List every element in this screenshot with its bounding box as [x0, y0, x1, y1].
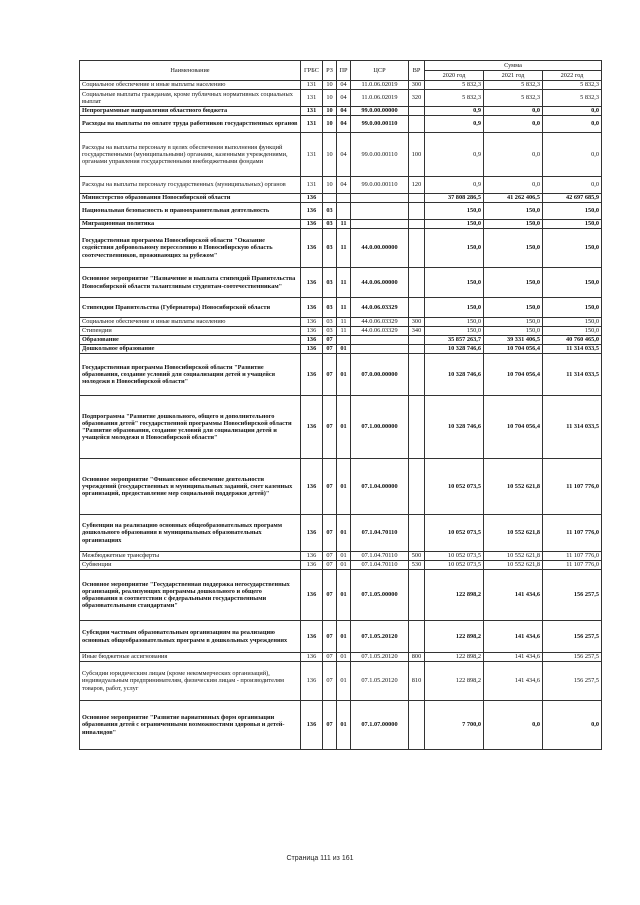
cell-vr: 810 [409, 662, 425, 701]
cell-name: Субвенции [80, 561, 301, 570]
cell-grbs: 131 [301, 90, 323, 107]
cell-sum-2021: 41 262 406,5 [484, 194, 543, 203]
cell-name: Основное мероприятие "Финансовое обеспечение деятельности учреждений (государственных и муниципальных заданий, смет казенных организаций, предоставление мер социальной поддержки детей)" [80, 459, 301, 515]
cell-grbs: 136 [301, 220, 323, 229]
cell-grbs: 136 [301, 621, 323, 653]
cell-rz: 10 [323, 177, 337, 194]
cell-rz: 03 [323, 298, 337, 318]
cell-vr [409, 354, 425, 396]
cell-sum-2022: 0,0 [543, 116, 602, 133]
cell-name: Образование [80, 336, 301, 345]
cell-sum-2022: 0,0 [543, 177, 602, 194]
cell-vr [409, 570, 425, 621]
cell-csr: 07.1.05.20120 [351, 662, 409, 701]
cell-csr: 07.1.04.00000 [351, 459, 409, 515]
cell-pr: 11 [337, 298, 351, 318]
cell-pr: 01 [337, 396, 351, 459]
cell-sum-2020: 10 328 746,6 [425, 345, 484, 354]
cell-sum-2020: 5 832,3 [425, 81, 484, 90]
cell-pr: 01 [337, 561, 351, 570]
cell-pr: 04 [337, 90, 351, 107]
cell-rz: 10 [323, 107, 337, 116]
cell-vr: 320 [409, 90, 425, 107]
cell-pr: 04 [337, 177, 351, 194]
cell-name: Основное мероприятие "Государственная поддержка негосударственных организаций, реализующих программы дошкольного и общего образования в соответствии с федеральными государственными образовательными стандартами" [80, 570, 301, 621]
table-row [80, 327, 602, 336]
cell-sum-2020: 7 700,0 [425, 701, 484, 750]
cell-pr: 11 [337, 268, 351, 298]
cell-csr: 07.1.04.70110 [351, 561, 409, 570]
cell-sum-2020: 150,0 [425, 298, 484, 318]
cell-grbs: 136 [301, 336, 323, 345]
cell-csr: 07.1.04.70110 [351, 552, 409, 561]
cell-sum-2021: 10 704 056,4 [484, 345, 543, 354]
header-pr: ПР [337, 61, 351, 81]
cell-name: Расходы на выплаты персоналу в целях обеспечения выполнения функций государственными (муниципальными) органами, казенными учреждениями, органами управления государственными внебюджетными фондами [80, 133, 301, 177]
table-row [80, 90, 602, 107]
cell-rz: 10 [323, 90, 337, 107]
table-row [80, 515, 602, 552]
header-grbs: ГРБС [301, 61, 323, 81]
cell-grbs: 136 [301, 701, 323, 750]
table-row [80, 459, 602, 515]
cell-pr: 11 [337, 229, 351, 268]
cell-csr [351, 203, 409, 220]
cell-name: Субвенции на реализацию основных общеобразовательных программ дошкольного образования в муниципальных образовательных организациях [80, 515, 301, 552]
cell-sum-2022: 5 832,3 [543, 81, 602, 90]
cell-grbs: 131 [301, 107, 323, 116]
cell-sum-2021: 5 832,3 [484, 81, 543, 90]
cell-sum-2021: 0,0 [484, 116, 543, 133]
cell-pr: 01 [337, 515, 351, 552]
cell-pr: 11 [337, 318, 351, 327]
cell-csr [351, 194, 409, 203]
cell-grbs: 136 [301, 459, 323, 515]
cell-sum-2020: 10 052 073,5 [425, 552, 484, 561]
cell-name: Расходы на выплаты персоналу государственных (муниципальных) органов [80, 177, 301, 194]
cell-vr [409, 203, 425, 220]
cell-pr: 04 [337, 107, 351, 116]
cell-sum-2022: 11 107 776,0 [543, 459, 602, 515]
cell-sum-2020: 5 832,3 [425, 90, 484, 107]
cell-name: Основное мероприятие "Развитие вариативных форм организации образования детей с ограниченными возможностями здоровья и детей-инвалидов" [80, 701, 301, 750]
cell-sum-2022: 150,0 [543, 220, 602, 229]
cell-vr: 500 [409, 552, 425, 561]
cell-csr: 07.1.05.00000 [351, 570, 409, 621]
cell-csr [351, 336, 409, 345]
table-row [80, 396, 602, 459]
cell-sum-2020: 0,9 [425, 116, 484, 133]
cell-vr [409, 229, 425, 268]
cell-csr: 99.0.00.00110 [351, 116, 409, 133]
table-row [80, 298, 602, 318]
table-row [80, 354, 602, 396]
cell-csr: 07.1.04.70110 [351, 515, 409, 552]
cell-sum-2020: 150,0 [425, 220, 484, 229]
cell-grbs: 131 [301, 177, 323, 194]
cell-name: Стипендии Правительства (Губернатора) Новосибирской области [80, 298, 301, 318]
cell-vr: 340 [409, 327, 425, 336]
cell-sum-2021: 0,0 [484, 701, 543, 750]
header-year-2022: 2022 год [543, 71, 602, 81]
cell-vr: 120 [409, 177, 425, 194]
table-row [80, 561, 602, 570]
header-year-2021: 2021 год [484, 71, 543, 81]
cell-sum-2020: 35 857 263,7 [425, 336, 484, 345]
cell-name: Государственная программа Новосибирской области "Оказание содействия добровольному переселению в Новосибирскую область соотечественников, проживающих за рубежом" [80, 229, 301, 268]
cell-name: Национальная безопасность и правоохранительная деятельность [80, 203, 301, 220]
cell-sum-2022: 0,0 [543, 107, 602, 116]
table-row [80, 662, 602, 701]
cell-pr: 04 [337, 133, 351, 177]
table-row [80, 116, 602, 133]
cell-sum-2020: 0,9 [425, 177, 484, 194]
cell-csr: 07.1.05.20120 [351, 621, 409, 653]
cell-sum-2021: 141 434,6 [484, 653, 543, 662]
cell-csr: 11.0.06.02019 [351, 90, 409, 107]
cell-name: Субсидии частным образовательным организациям на реализацию основных общеобразовательных программ в дошкольных учреждениях [80, 621, 301, 653]
cell-pr: 01 [337, 354, 351, 396]
cell-csr: 44.0.06.03329 [351, 327, 409, 336]
cell-rz: 03 [323, 220, 337, 229]
cell-csr: 07.1.05.20120 [351, 653, 409, 662]
cell-rz: 10 [323, 133, 337, 177]
cell-vr: 300 [409, 81, 425, 90]
cell-sum-2020: 122 898,2 [425, 653, 484, 662]
cell-grbs: 136 [301, 396, 323, 459]
header-rz: РЗ [323, 61, 337, 81]
cell-vr [409, 515, 425, 552]
cell-sum-2022: 150,0 [543, 298, 602, 318]
cell-vr [409, 194, 425, 203]
cell-grbs: 136 [301, 662, 323, 701]
table-row [80, 107, 602, 116]
cell-csr: 99.0.00.00110 [351, 133, 409, 177]
cell-vr [409, 701, 425, 750]
cell-sum-2022: 150,0 [543, 229, 602, 268]
cell-sum-2022: 150,0 [543, 327, 602, 336]
cell-csr: 44.0.06.03329 [351, 318, 409, 327]
cell-grbs: 136 [301, 345, 323, 354]
table-row [80, 621, 602, 653]
cell-grbs: 136 [301, 268, 323, 298]
cell-grbs: 136 [301, 327, 323, 336]
cell-sum-2021: 0,0 [484, 177, 543, 194]
cell-rz: 10 [323, 116, 337, 133]
cell-rz: 03 [323, 229, 337, 268]
cell-rz: 07 [323, 570, 337, 621]
cell-sum-2020: 10 328 746,6 [425, 354, 484, 396]
cell-sum-2022: 11 314 033,5 [543, 354, 602, 396]
cell-grbs: 136 [301, 203, 323, 220]
cell-sum-2022: 40 760 465,0 [543, 336, 602, 345]
cell-name: Субсидии юридическим лицам (кроме некоммерческих организаций), индивидуальным предпринимателям, физическим лицам - производителям товаров, работ, услуг [80, 662, 301, 701]
cell-sum-2020: 10 052 073,5 [425, 515, 484, 552]
cell-sum-2022: 156 257,5 [543, 570, 602, 621]
cell-sum-2022: 5 832,3 [543, 90, 602, 107]
cell-grbs: 136 [301, 354, 323, 396]
table-row [80, 570, 602, 621]
cell-vr [409, 116, 425, 133]
cell-sum-2022: 156 257,5 [543, 662, 602, 701]
cell-grbs: 131 [301, 133, 323, 177]
cell-rz: 07 [323, 336, 337, 345]
cell-rz: 07 [323, 354, 337, 396]
cell-sum-2021: 150,0 [484, 220, 543, 229]
cell-sum-2021: 5 832,3 [484, 90, 543, 107]
cell-grbs: 136 [301, 194, 323, 203]
cell-pr [337, 194, 351, 203]
cell-sum-2022: 0,0 [543, 133, 602, 177]
cell-csr: 11.0.06.02019 [351, 81, 409, 90]
table-row [80, 701, 602, 750]
cell-vr [409, 459, 425, 515]
cell-csr [351, 345, 409, 354]
cell-pr [337, 203, 351, 220]
cell-sum-2021: 150,0 [484, 327, 543, 336]
cell-sum-2022: 11 314 033,5 [543, 396, 602, 459]
cell-sum-2021: 10 552 621,8 [484, 552, 543, 561]
table-row [80, 552, 602, 561]
cell-name: Непрограммные направления областного бюджета [80, 107, 301, 116]
cell-name: Миграционная политика [80, 220, 301, 229]
header-csr: ЦСР [351, 61, 409, 81]
cell-rz: 07 [323, 459, 337, 515]
cell-sum-2021: 10 552 621,8 [484, 561, 543, 570]
cell-rz: 03 [323, 318, 337, 327]
cell-csr [351, 220, 409, 229]
cell-sum-2022: 11 107 776,0 [543, 561, 602, 570]
cell-pr: 11 [337, 220, 351, 229]
cell-csr: 07.0.00.00000 [351, 354, 409, 396]
table-row [80, 194, 602, 203]
cell-rz: 07 [323, 621, 337, 653]
cell-sum-2020: 122 898,2 [425, 621, 484, 653]
cell-grbs: 136 [301, 515, 323, 552]
cell-grbs: 131 [301, 116, 323, 133]
cell-rz: 03 [323, 268, 337, 298]
table-row [80, 653, 602, 662]
table-row [80, 229, 602, 268]
cell-vr: 800 [409, 653, 425, 662]
cell-sum-2021: 141 434,6 [484, 570, 543, 621]
table-row [80, 268, 602, 298]
cell-sum-2021: 150,0 [484, 298, 543, 318]
cell-pr: 01 [337, 570, 351, 621]
cell-rz: 07 [323, 345, 337, 354]
cell-grbs: 136 [301, 298, 323, 318]
cell-rz: 07 [323, 396, 337, 459]
cell-sum-2020: 150,0 [425, 268, 484, 298]
header-name: Наименование [80, 61, 301, 81]
cell-vr [409, 107, 425, 116]
table-header [80, 61, 602, 81]
cell-sum-2020: 0,9 [425, 133, 484, 177]
cell-sum-2020: 10 052 073,5 [425, 459, 484, 515]
cell-sum-2021: 39 331 406,5 [484, 336, 543, 345]
header-year-2020: 2020 год [425, 71, 484, 81]
cell-sum-2021: 141 434,6 [484, 662, 543, 701]
cell-rz: 07 [323, 552, 337, 561]
cell-name: Дошкольное образование [80, 345, 301, 354]
cell-csr: 44.0.06.00000 [351, 268, 409, 298]
cell-sum-2020: 0,9 [425, 107, 484, 116]
cell-csr: 44.0.06.03329 [351, 298, 409, 318]
cell-sum-2022: 11 107 776,0 [543, 515, 602, 552]
cell-grbs: 136 [301, 561, 323, 570]
cell-grbs: 136 [301, 653, 323, 662]
cell-pr: 01 [337, 621, 351, 653]
cell-sum-2020: 150,0 [425, 203, 484, 220]
cell-sum-2021: 10 704 056,4 [484, 354, 543, 396]
cell-grbs: 136 [301, 229, 323, 268]
cell-pr: 01 [337, 701, 351, 750]
cell-sum-2021: 150,0 [484, 318, 543, 327]
cell-sum-2022: 42 697 685,9 [543, 194, 602, 203]
cell-sum-2022: 156 257,5 [543, 621, 602, 653]
header-vr: ВР [409, 61, 425, 81]
cell-grbs: 136 [301, 318, 323, 327]
cell-vr [409, 298, 425, 318]
cell-vr: 100 [409, 133, 425, 177]
cell-pr: 01 [337, 653, 351, 662]
cell-sum-2022: 11 107 776,0 [543, 552, 602, 561]
table-row [80, 81, 602, 90]
cell-grbs: 136 [301, 570, 323, 621]
budget-table [79, 60, 602, 750]
cell-vr [409, 621, 425, 653]
table-row [80, 345, 602, 354]
cell-name: Межбюджетные трансферты [80, 552, 301, 561]
cell-rz: 07 [323, 561, 337, 570]
cell-csr: 99.0.00.00000 [351, 107, 409, 116]
cell-sum-2020: 37 808 286,5 [425, 194, 484, 203]
cell-rz: 03 [323, 203, 337, 220]
table-row [80, 220, 602, 229]
cell-sum-2021: 10 704 056,4 [484, 396, 543, 459]
cell-sum-2022: 150,0 [543, 203, 602, 220]
cell-pr [337, 336, 351, 345]
cell-rz: 03 [323, 327, 337, 336]
cell-name: Иные бюджетные ассигнования [80, 653, 301, 662]
cell-vr [409, 220, 425, 229]
cell-pr: 01 [337, 662, 351, 701]
cell-pr: 04 [337, 81, 351, 90]
cell-sum-2020: 122 898,2 [425, 662, 484, 701]
cell-sum-2021: 10 552 621,8 [484, 459, 543, 515]
cell-rz: 07 [323, 701, 337, 750]
cell-rz: 07 [323, 515, 337, 552]
table-row [80, 336, 602, 345]
cell-csr: 07.1.00.00000 [351, 396, 409, 459]
cell-pr: 11 [337, 327, 351, 336]
table-body [80, 81, 602, 750]
cell-sum-2021: 150,0 [484, 203, 543, 220]
cell-sum-2020: 150,0 [425, 327, 484, 336]
cell-name: Социальное обеспечение и иные выплаты населению [80, 318, 301, 327]
cell-name: Основное мероприятие "Назначение и выплата стипендий Правительства Новосибирской области талантливым студентам-соотечественникам" [80, 268, 301, 298]
cell-csr: 44.0.00.00000 [351, 229, 409, 268]
cell-name: Социальное обеспечение и иные выплаты населению [80, 81, 301, 90]
cell-sum-2020: 10 052 073,5 [425, 561, 484, 570]
cell-sum-2021: 10 552 621,8 [484, 515, 543, 552]
table-row [80, 203, 602, 220]
cell-vr [409, 268, 425, 298]
cell-sum-2020: 10 328 746,6 [425, 396, 484, 459]
cell-name: Министерство образования Новосибирской области [80, 194, 301, 203]
cell-pr: 01 [337, 459, 351, 515]
cell-sum-2021: 150,0 [484, 268, 543, 298]
cell-sum-2022: 156 257,5 [543, 653, 602, 662]
cell-rz: 07 [323, 653, 337, 662]
cell-name: Подпрограмма "Развитие дошкольного, общего и дополнительного образования детей" государственной программы Новосибирской области "Развитие образования, создание условий для социализации детей и учащейся молодежи в Новосибирской области" [80, 396, 301, 459]
cell-name: Расходы на выплаты по оплате труда работников государственных органов [80, 116, 301, 133]
cell-sum-2020: 150,0 [425, 318, 484, 327]
cell-pr: 01 [337, 345, 351, 354]
cell-sum-2021: 0,0 [484, 107, 543, 116]
cell-rz: 07 [323, 662, 337, 701]
cell-rz [323, 194, 337, 203]
cell-sum-2021: 0,0 [484, 133, 543, 177]
cell-sum-2022: 11 314 033,5 [543, 345, 602, 354]
cell-csr: 99.0.00.00110 [351, 177, 409, 194]
cell-sum-2020: 150,0 [425, 229, 484, 268]
cell-sum-2022: 0,0 [543, 701, 602, 750]
cell-name: Стипендии [80, 327, 301, 336]
cell-csr: 07.1.07.00000 [351, 701, 409, 750]
cell-vr [409, 345, 425, 354]
cell-vr [409, 396, 425, 459]
cell-rz: 10 [323, 81, 337, 90]
cell-sum-2022: 150,0 [543, 268, 602, 298]
cell-name: Государственная программа Новосибирской области "Развитие образования, создание условий для социализации детей и учащейся молодежи в Новосибирской области" [80, 354, 301, 396]
cell-vr: 530 [409, 561, 425, 570]
cell-sum-2020: 122 898,2 [425, 570, 484, 621]
cell-pr: 01 [337, 552, 351, 561]
cell-pr: 04 [337, 116, 351, 133]
table-row [80, 133, 602, 177]
table-row [80, 318, 602, 327]
header-sum: Сумма [425, 61, 602, 71]
cell-name: Социальные выплаты гражданам, кроме публичных нормативных социальных выплат [80, 90, 301, 107]
cell-sum-2022: 150,0 [543, 318, 602, 327]
cell-vr [409, 336, 425, 345]
cell-grbs: 131 [301, 81, 323, 90]
cell-sum-2021: 150,0 [484, 229, 543, 268]
cell-sum-2021: 141 434,6 [484, 621, 543, 653]
cell-vr: 300 [409, 318, 425, 327]
page-footer: Страница 111 из 161 [286, 855, 354, 862]
table-row [80, 177, 602, 194]
cell-grbs: 136 [301, 552, 323, 561]
